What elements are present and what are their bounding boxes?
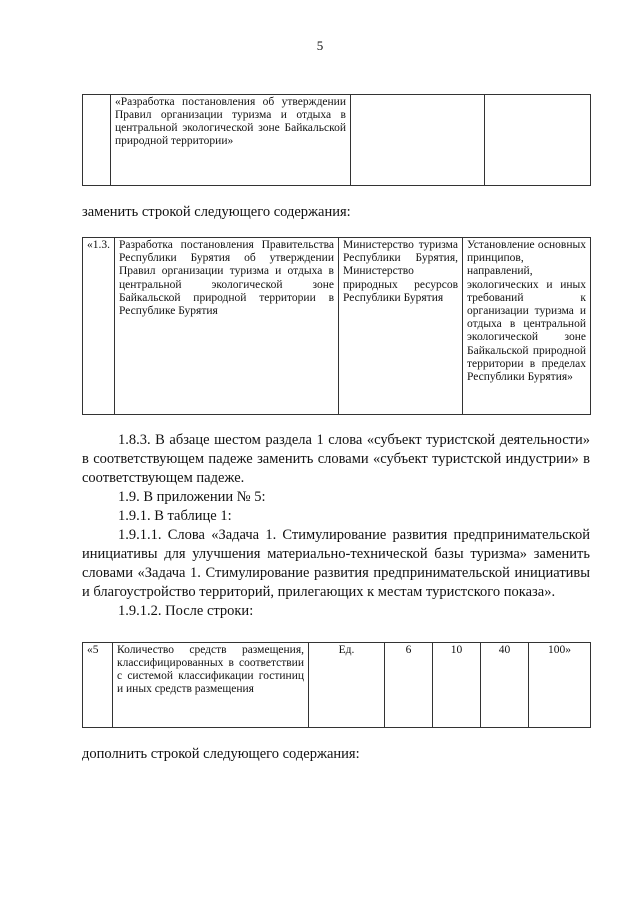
table-cell-title: «Разработка постановления об утверждении Правил организации туризма и отдыха в центральной экологической зоне Байкальской природной территории» <box>111 95 351 186</box>
paragraph-1-9-1-2: 1.9.1.2. После строки: <box>118 603 254 619</box>
page-number: 5 <box>316 38 324 53</box>
table-cell-result: Установление основных принципов, направлений, экологических и иных требований к организации туризма и отдыха в центральной экологической зоне Байкальской природной территории в пределах Республики Бурятия» <box>463 238 591 415</box>
table-cell-unit: Ед. <box>309 643 385 728</box>
table-cell-num: «1.3. <box>83 238 115 415</box>
table-cell-indicator: Количество средств размещения, классифицированных в соответствии с системой классификации гостиниц и иных средств размещения <box>113 643 309 728</box>
table-cell-value: 40 <box>481 643 529 728</box>
table-row <box>83 95 591 186</box>
table-cell-executor: Министерство туризма Республики Бурятия, Министерство природных ресурсов Республики Бурятия <box>339 238 463 415</box>
table-cell-result <box>485 95 591 186</box>
table-cell-executor <box>351 95 485 186</box>
table-indicator-row <box>82 642 591 728</box>
paragraph-1-9: 1.9. В приложении № 5: <box>118 489 266 505</box>
table-cell-num <box>83 95 111 186</box>
table-row <box>83 238 591 415</box>
table-new-row <box>82 237 591 415</box>
paragraph-1-9-1-1: 1.9.1.1. Слова «Задача 1. Стимулирование развития предпринимательской инициативы для улучшения материально-технической базы туризма» заменить словами «Задача 1. Стимулирование развития предпринимательской инициативы и благоустройство территорий, прилегающих к местам туристского показа». <box>82 527 590 600</box>
paragraph-1-9-1: 1.9.1. В таблице 1: <box>118 508 232 524</box>
table-cell-value: 6 <box>385 643 433 728</box>
text-replace-row: заменить строкой следующего содержания: <box>82 204 351 220</box>
table-row <box>83 643 591 728</box>
paragraph-1-8-3: 1.8.3. В абзаце шестом раздела 1 слова «субъект туристской деятельности» в соответствующем падеже заменить словами «субъект туристской индустрии» в соответствующем падеже. <box>82 432 590 486</box>
text-add-row: дополнить строкой следующего содержания: <box>82 746 360 762</box>
table-cell-title: Разработка постановления Правительства Республики Бурятия об утверждении Правил организации туризма и отдыха в центральной экологической зоне Байкальской природной территории в Республике Бурятия <box>115 238 339 415</box>
table-cell-value: 100» <box>529 643 591 728</box>
table-cell-value: 10 <box>433 643 481 728</box>
table-cell-num: «5 <box>83 643 113 728</box>
table-old-row <box>82 94 591 186</box>
